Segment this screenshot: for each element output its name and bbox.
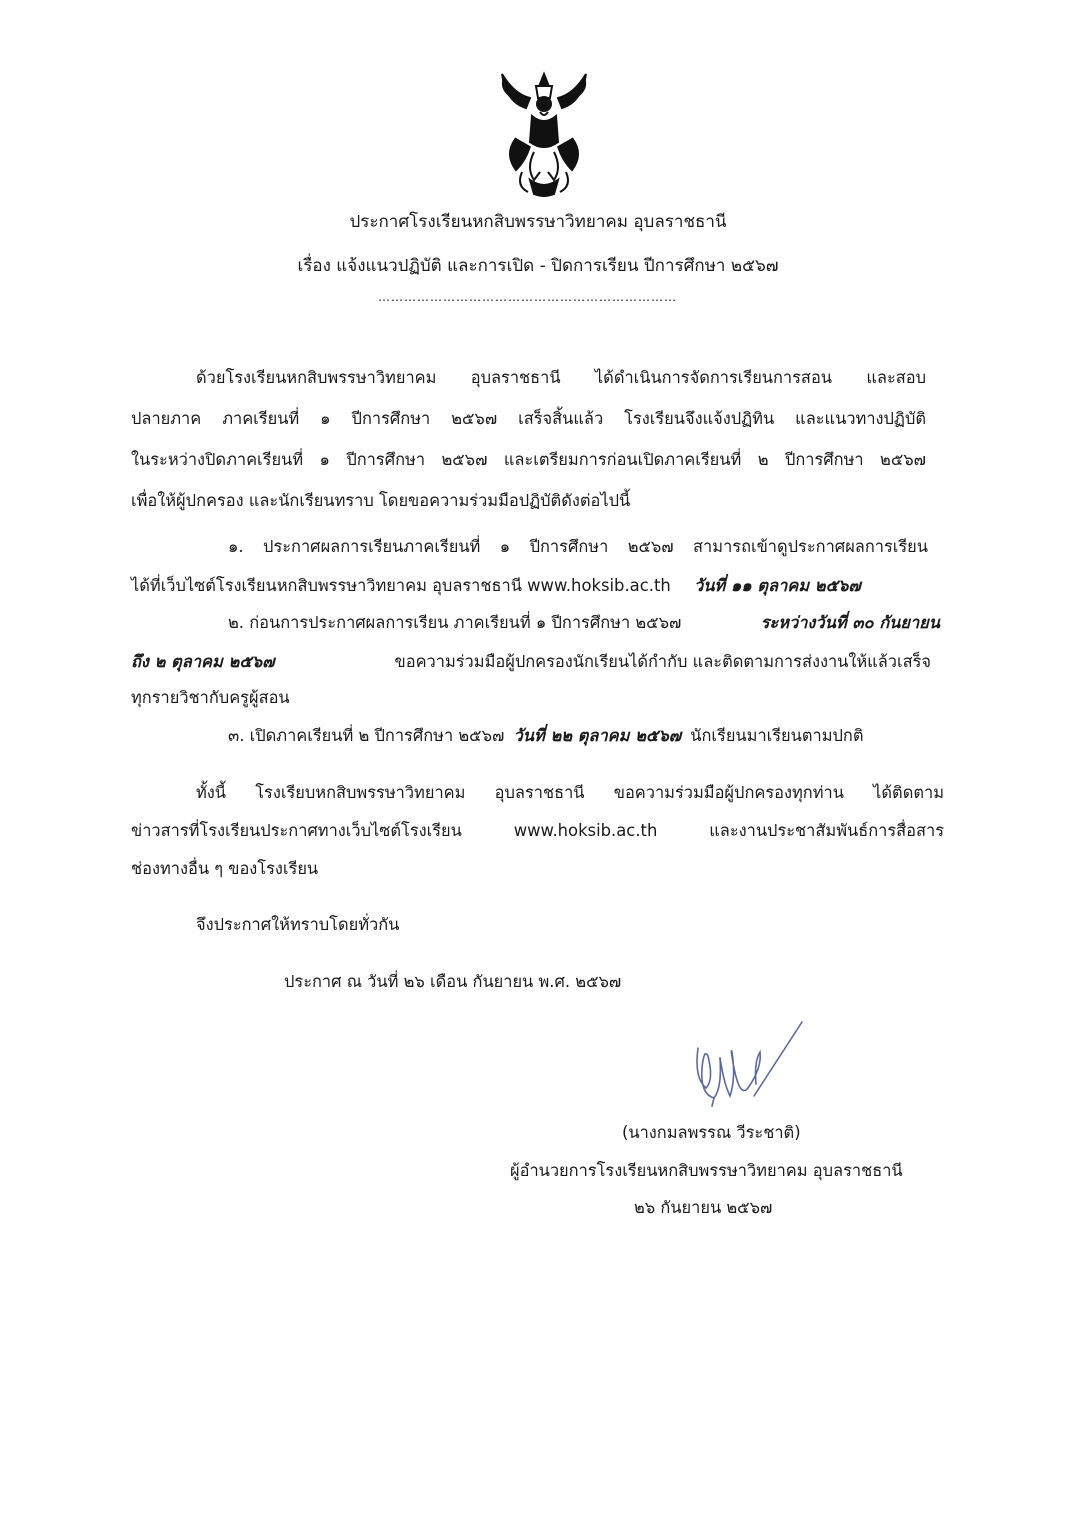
item-1-text: ได้ที่เว็บไซต์โรงเรียนหกสิบพรรษาวิทยาคม อุบลราชธานี www.hoksib.ac.th — [131, 576, 671, 595]
signer-name: (นางกมลพรรณ วีระชาติ) — [622, 1123, 801, 1142]
item-2-line-1 — [228, 611, 940, 635]
item-2-line-2 — [131, 650, 931, 674]
announce-date: ประกาศ ณ วันที่ ๒๖ เดือน กันยายน พ.ศ. ๒๕๖๗ — [284, 972, 622, 991]
item-1-line-2 — [131, 574, 861, 598]
signer-position: ผู้อำนวยการโรงเรียนหกสิบพรรษาวิทยาคม อุบลราชธานี — [510, 1161, 903, 1180]
item-3-end: นักเรียนมาเรียนตามปกติ — [690, 726, 864, 745]
item-3-line-1 — [228, 724, 864, 748]
closing-line-1: ทั้งนี้ โรงเรียบหกสิบพรรษาวิทยาคม อุบลราชธานี ขอความร่วมมือผู้ปกครองทุกท่าน ได้ติดตาม — [196, 783, 944, 802]
item-2-text: ๒. ก่อนการประกาศผลการเรียน ภาคเรียนที่ ๑ ปีการศึกษา ๒๕๖๗ — [228, 613, 682, 632]
item-2-line-3: ทุกรายวิชากับครูผู้สอน — [131, 688, 290, 707]
item-1-line-1: ๑. ประกาศผลการเรียนภาคเรียนที่ ๑ ปีการศึกษา ๒๕๖๗ สามารถเข้าดูประกาศผลการเรียน — [228, 537, 928, 556]
item-3-text: ๓. เปิดภาคเรียนที่ ๒ ปีการศึกษา ๒๕๖๗ — [228, 726, 505, 745]
garuda-emblem-icon — [496, 68, 592, 200]
closing-line-3: ช่องทางอื่น ๆ ของโรงเรียน — [131, 859, 319, 878]
item-2-date-range: ระหว่างวันที่ ๓๐ กันยายน — [760, 613, 940, 632]
title-line-1: ประกาศโรงเรียนหกสิบพรรษาวิทยาคม อุบลราชธานี — [349, 212, 727, 232]
signer-date: ๒๖ กันยายน ๒๕๖๗ — [634, 1198, 773, 1217]
intro-line-3: ในระหว่างปิดภาคเรียนที่ ๑ ปีการศึกษา ๒๕๖๗ และเตรียมการก่อนเปิดภาคเรียนที่ ๒ ปีการศึกษา ๒๕๖๗ — [131, 450, 926, 469]
item-2-request: ขอความร่วมมือผู้ปกครองนักเรียนได้กำกับ และติดตามการส่งงานให้แล้วเสร็จ — [394, 652, 931, 671]
item-2-date-end: ถึง ๒ ตุลาคม ๒๕๖๗ — [131, 652, 275, 671]
separator: …………………………………………………………… — [378, 290, 677, 304]
intro-line-2: ปลายภาค ภาคเรียนที่ ๑ ปีการศึกษา ๒๕๖๗ เสร็จสิ้นแล้ว โรงเรียนจึงแจ้งปฏิทิน และแนวทางปฏิบัติ — [131, 409, 926, 428]
title-line-2: เรื่อง แจ้งแนวปฏิบัติ และการเปิด - ปิดการเรียน ปีการศึกษา ๒๕๖๗ — [297, 256, 779, 276]
intro-line-4: เพื่อให้ผู้ปกครอง และนักเรียนทราบ โดยขอความร่วมมือปฏิบัติดังต่อไปนี้ — [131, 491, 631, 510]
closing-line-2: ข่าวสารที่โรงเรียนประกาศทางเว็บไซต์โรงเรียน www.hoksib.ac.th และงานประชาสัมพันธ์การสื่อสาร — [131, 821, 944, 840]
item-1-date: วันที่ ๑๑ ตุลาคม ๒๕๖๗ — [693, 576, 861, 595]
item-3-date: วันที่ ๒๒ ตุลาคม ๒๕๖๗ — [513, 726, 682, 745]
signature-image — [684, 1018, 804, 1112]
announce-line: จึงประกาศให้ทราบโดยทั่วกัน — [196, 915, 400, 934]
intro-line-1: ด้วยโรงเรียนหกสิบพรรษาวิทยาคม อุบลราชธานี ได้ดำเนินการจัดการเรียนการสอน และสอบ — [196, 368, 926, 387]
